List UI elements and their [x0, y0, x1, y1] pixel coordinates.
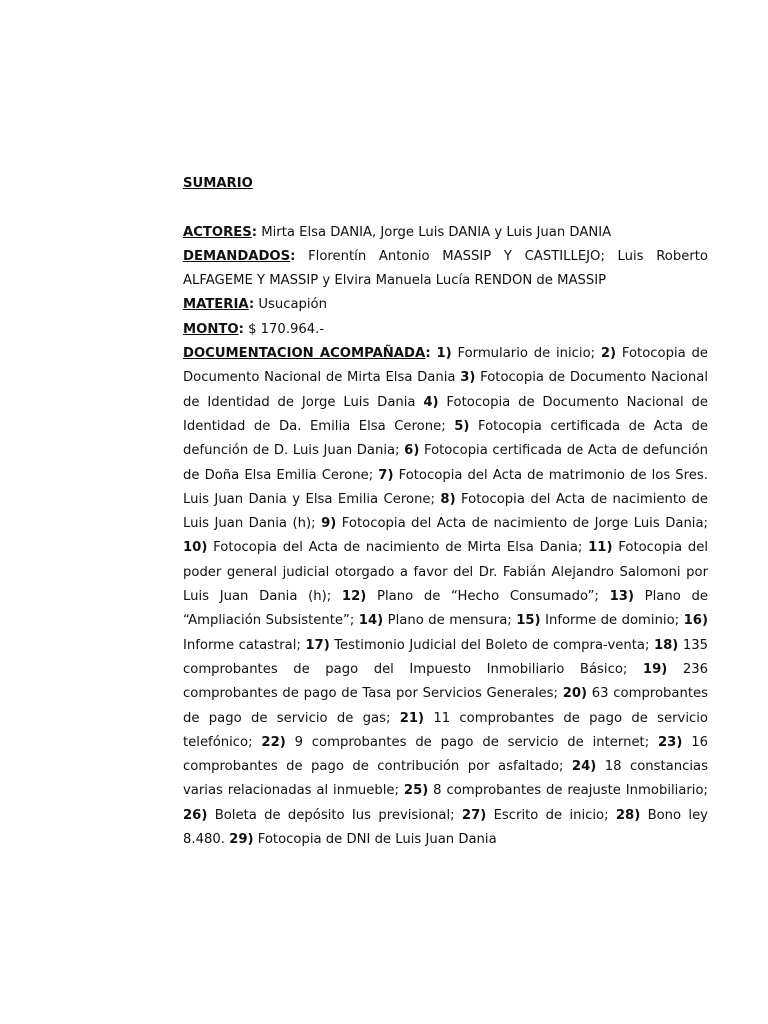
doc-item-number: 4) [423, 394, 439, 410]
doc-item [229, 832, 497, 847]
doc-item-number: 25) [403, 783, 429, 799]
doc-item-text: Informe de dominio; [540, 613, 680, 629]
document-page [183, 172, 708, 852]
doc-item-number: 17) [305, 637, 330, 653]
doc-item-number: 7) [378, 467, 394, 483]
doc-item-number: 26) [183, 807, 208, 823]
doc-item-text: Boleta de depósito Ius previsional; [207, 807, 455, 823]
doc-item-number: 19) [642, 661, 668, 677]
doc-item-text: Fotocopia del Acta de matrimonio de los Sres. Luis Juan Dania y Elsa Emilia Cerone; [183, 467, 708, 507]
doc-item [321, 516, 708, 531]
doc-item-number: 3) [460, 370, 476, 386]
doc-item-text: 18 constancias varias relacionadas al inmueble; [183, 759, 708, 799]
doc-item [436, 346, 595, 361]
demandados-value: Florentín Antonio MASSIP Y CASTILLEJO; Luis Roberto ALFAGEME Y MASSIP y Elvira Manuela Lucía RENDON de MASSIP [183, 248, 708, 289]
doc-item-number: 9) [321, 516, 337, 532]
doc-item-text: Fotocopia de DNI de Luis Juan Dania [253, 832, 497, 848]
doc-item [462, 808, 609, 823]
doc-item [261, 735, 649, 750]
documentacion-label: DOCUMENTACION ACOMPAÑADA: [183, 346, 431, 362]
doc-item-number: 22) [261, 734, 286, 750]
doc-item [359, 613, 512, 628]
doc-item-text: Bono ley 8.480. [183, 807, 708, 848]
doc-item-text: 16 comprobantes de pago de contribución por asfaltado; [183, 734, 708, 775]
doc-item-number: 5) [454, 418, 470, 434]
monto-label: MONTO: [183, 321, 244, 337]
doc-item [183, 540, 582, 555]
doc-item-text: 63 comprobantes de pago de servicio de gas; [183, 686, 708, 726]
doc-item-number: 12) [341, 589, 367, 605]
doc-item [183, 808, 455, 823]
materia-label: MATERIA: [183, 297, 255, 313]
doc-item-number: 23) [658, 734, 683, 750]
doc-item-text: Testimonio Judicial del Boleto de compra-venta; [329, 637, 650, 653]
doc-item-number: 10) [183, 540, 208, 556]
doc-item-number: 2) [600, 346, 617, 362]
doc-item-text: Formulario de inicio; [451, 346, 596, 362]
monto-value: $ 170.964.- [248, 321, 325, 337]
doc-item-text: 8 comprobantes de reajuste Inmobiliario; [428, 783, 708, 799]
doc-item-text: 9 comprobantes de pago de servicio de internet; [285, 734, 650, 750]
doc-item-text: 236 comprobantes de pago de Tasa por Servicios Generales; [183, 661, 708, 702]
actores-label: ACTORES: [183, 224, 258, 240]
doc-item-text: Fotocopia del poder general judicial otorgado a favor del Dr. Fabián Alejandro Salomoni por Luis Juan Dania (h); [183, 540, 709, 605]
doc-item-number: 18) [653, 637, 679, 653]
doc-item [342, 589, 599, 604]
doc-item-number: 8) [440, 491, 456, 507]
doc-item-number: 24) [571, 759, 597, 775]
doc-item [516, 613, 679, 628]
doc-item-text: Fotocopia de Documento Nacional de Identidad de Jorge Luis Dania [183, 370, 708, 410]
materia-line [183, 293, 708, 317]
doc-item-text: Fotocopia del Acta de nacimiento de Jorge Luis Dania; [336, 516, 708, 532]
doc-item-text: Fotocopia certificada de Acta de defunción de D. Luis Juan Dania; [183, 418, 708, 459]
doc-item-number: 11) [588, 540, 613, 556]
doc-item-text: Fotocopia certificada de Acta de defunción de Doña Elsa Emilia Cerone; [183, 443, 708, 483]
doc-item-number: 13) [609, 589, 634, 605]
doc-item-text: Plano de “Ampliación Subsistente”; [183, 589, 708, 629]
doc-item-number: 20) [562, 686, 588, 702]
spacer [183, 196, 708, 220]
doc-item-number: 1) [436, 346, 452, 362]
doc-item [305, 638, 649, 653]
doc-item-number: 21) [399, 710, 425, 726]
doc-item-text: Fotocopia del Acta de nacimiento de Mirta Elsa Dania; [207, 540, 583, 556]
documentacion-paragraph [183, 342, 708, 852]
page-title: SUMARIO [183, 176, 253, 191]
doc-item-text: 135 comprobantes de pago del Impuesto Inmobiliario Básico; [183, 637, 708, 677]
actores-value: Mirta Elsa DANIA, Jorge Luis DANIA y Luis Juan DANIA [261, 224, 612, 240]
doc-item-text: Fotocopia de Documento Nacional de Identidad de Da. Emilia Elsa Cerone; [183, 394, 708, 434]
doc-item-number: 15) [516, 613, 541, 629]
documentacion-items [183, 346, 708, 847]
doc-item-number: 14) [358, 613, 384, 629]
doc-item-text: Informe catastral; [183, 637, 301, 653]
materia-value: Usucapión [258, 297, 327, 313]
doc-item-number: 6) [404, 443, 420, 459]
doc-item-text: Fotocopia de Documento Nacional de Mirta Elsa Dania [183, 346, 708, 386]
doc-item-text: 11 comprobantes de pago de servicio telefónico; [183, 710, 708, 750]
monto-line [183, 318, 708, 342]
doc-item-number: 27) [461, 807, 487, 823]
doc-item-number: 16) [683, 613, 708, 629]
doc-item [404, 783, 708, 798]
demandados-line [183, 245, 708, 294]
doc-item-text: Plano de “Hecho Consumado”; [366, 589, 599, 605]
doc-item-text: Fotocopia del Acta de nacimiento de Luis Juan Dania (h); [183, 491, 708, 532]
doc-item-text: Escrito de inicio; [486, 807, 609, 823]
actores-line [183, 221, 708, 245]
doc-item-number: 29) [229, 832, 254, 848]
doc-item-number: 28) [615, 807, 641, 823]
doc-item-text: Plano de mensura; [383, 613, 512, 629]
demandados-label: DEMANDADOS: [183, 248, 296, 264]
